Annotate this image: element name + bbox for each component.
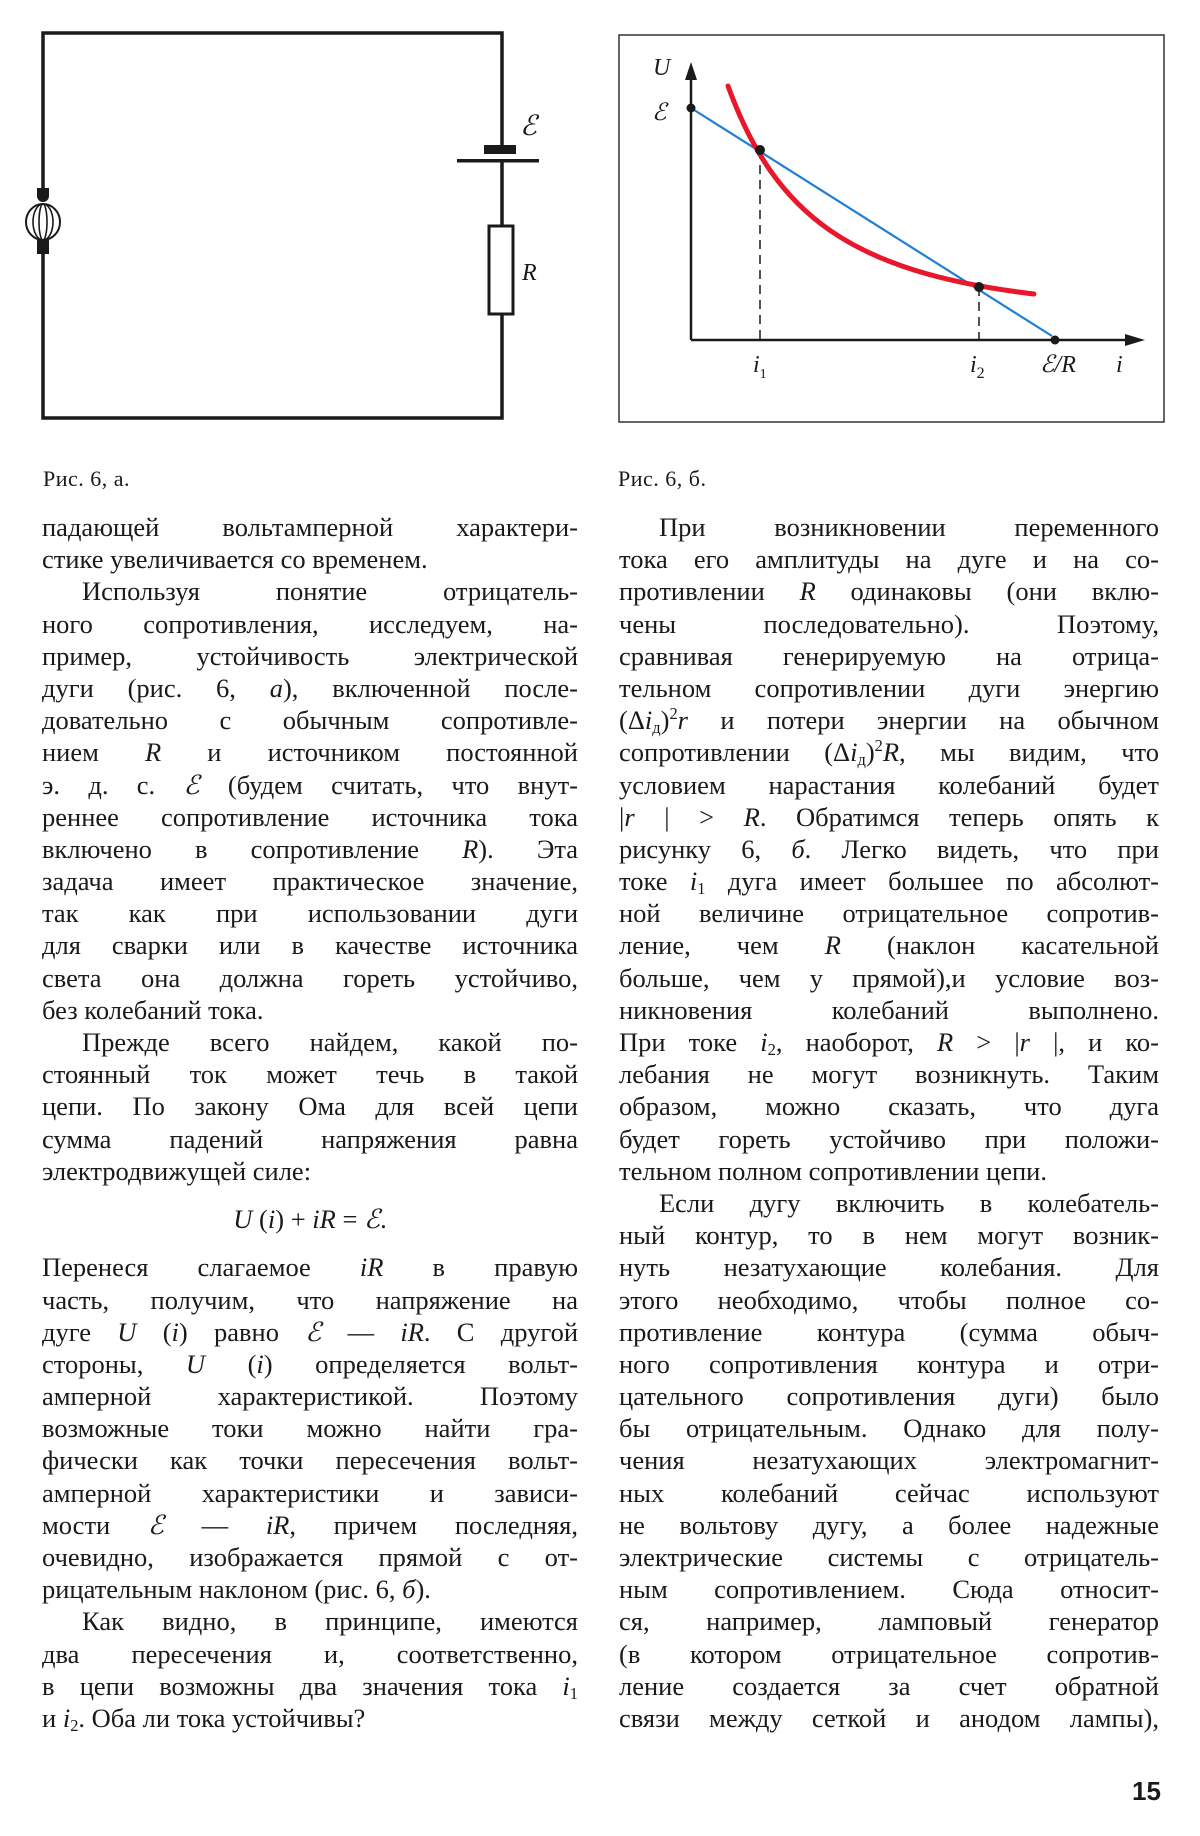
text-run: больше, чем у прямой),и условие воз- bbox=[619, 962, 1159, 993]
text-line bbox=[619, 1348, 1159, 1380]
italic-symbol: R bbox=[882, 737, 900, 768]
paragraph bbox=[619, 511, 1159, 1187]
text-run: . Обратимся теперь опять к bbox=[759, 801, 1159, 832]
text-run: , причем последняя, bbox=[289, 1509, 578, 1540]
text-run: ного сопротивления контура и отри- bbox=[619, 1348, 1159, 1379]
text-run: сопротивлении (Δ bbox=[619, 737, 851, 768]
text-line bbox=[42, 1638, 578, 1670]
text-run: тельном сопротивлении дуги энергию bbox=[619, 672, 1159, 703]
text-run: При токе bbox=[619, 1027, 761, 1057]
text-run: ной величине отрицательное сопротив- bbox=[619, 898, 1159, 929]
text-run: дуга имеет большее по абсолют- bbox=[705, 866, 1159, 897]
y-axis-arrow-icon bbox=[685, 62, 697, 80]
text-run: ного сопротивления, исследуем, на- bbox=[42, 608, 578, 639]
italic-symbol: б bbox=[402, 1574, 416, 1605]
text-line bbox=[42, 801, 578, 833]
text-run: ) определяется вольт- bbox=[263, 1348, 579, 1379]
text-line bbox=[619, 736, 1159, 768]
text-line bbox=[619, 1219, 1159, 1251]
paragraph bbox=[619, 1187, 1159, 1734]
text-run: ) равно bbox=[178, 1316, 306, 1347]
figure-6b-caption: Рис. 6, б. bbox=[618, 466, 707, 491]
text-run: так как при использовании дуги bbox=[42, 898, 578, 929]
text-line bbox=[619, 1187, 1159, 1219]
text-run: лебания не могут возникнуть. Таким bbox=[619, 1059, 1159, 1090]
text-run: Прежде всего найдем, какой по- bbox=[82, 1027, 578, 1057]
paragraph bbox=[42, 1251, 578, 1605]
text-run: часть, получим, что напряжение на bbox=[42, 1284, 578, 1315]
text-line bbox=[42, 1026, 578, 1058]
text-line bbox=[42, 1477, 578, 1509]
italic-symbol: R bbox=[799, 576, 816, 607]
left-text-column bbox=[42, 511, 578, 1734]
text-run: условием нарастания колебаний будет bbox=[619, 769, 1159, 800]
text-line bbox=[42, 1444, 578, 1476]
text-line bbox=[619, 543, 1159, 575]
text-line bbox=[42, 575, 578, 607]
text-run: ( bbox=[205, 1348, 257, 1379]
i2-label: $i_2$ bbox=[970, 352, 985, 382]
text-line bbox=[619, 1284, 1159, 1316]
text-run: сумма падений напряжения равна bbox=[42, 1123, 578, 1154]
text-line bbox=[619, 1638, 1159, 1670]
italic-symbol: б bbox=[791, 833, 805, 864]
italic-symbol: i bbox=[62, 1702, 71, 1733]
text-line bbox=[42, 1605, 578, 1637]
text-run: противлении bbox=[619, 576, 800, 607]
text-run: . С другой bbox=[423, 1316, 579, 1347]
text-run: возможные токи можно найти гра- bbox=[42, 1413, 578, 1444]
text-run: мости bbox=[42, 1509, 148, 1540]
text-line bbox=[42, 1284, 578, 1316]
italic-symbol: i bbox=[760, 1027, 768, 1057]
load-line bbox=[691, 108, 1052, 336]
i1-point bbox=[755, 145, 765, 155]
text-line bbox=[42, 897, 578, 929]
text-run: ) bbox=[660, 705, 670, 736]
text-line bbox=[42, 1123, 578, 1155]
text-line bbox=[42, 1702, 578, 1734]
text-line bbox=[42, 1058, 578, 1090]
formula bbox=[42, 1187, 578, 1251]
italic-symbol: r bbox=[677, 705, 688, 736]
x-axis-arrow-icon bbox=[1125, 334, 1145, 346]
text-line bbox=[42, 1155, 578, 1187]
italic-symbol: i bbox=[644, 705, 653, 736]
text-run: ( bbox=[252, 1203, 268, 1234]
text-line bbox=[42, 608, 578, 640]
intercept-label: ℰ/R bbox=[1040, 352, 1076, 378]
paragraph bbox=[42, 1026, 578, 1187]
text-run: ). bbox=[415, 1574, 431, 1605]
italic-symbol: r bbox=[624, 801, 635, 832]
text-line bbox=[42, 769, 578, 801]
text-run: | > bbox=[634, 801, 744, 832]
text-run: образом, можно сказать, что дуга bbox=[619, 1091, 1159, 1122]
text-run: тельном полном сопротивлении цепи. bbox=[619, 1155, 1047, 1186]
text-run: ). Эта bbox=[478, 833, 578, 864]
text-run: ный контур, то в нем могут возник- bbox=[619, 1220, 1159, 1251]
text-line bbox=[42, 865, 578, 897]
text-run: дуге bbox=[42, 1316, 118, 1347]
text-run: (будем считать, что внут- bbox=[199, 769, 578, 800]
text-run: стороны, bbox=[42, 1348, 186, 1379]
text-run: > | bbox=[953, 1027, 1020, 1057]
text-run: Перенеся слагаемое bbox=[42, 1252, 360, 1283]
text-line bbox=[619, 769, 1159, 801]
text-run: . Оба ли тока устойчивы? bbox=[78, 1702, 366, 1733]
text-run: и источником постоянной bbox=[161, 737, 578, 768]
text-line bbox=[42, 672, 578, 704]
text-run: цепи. По закону Ома для всей цепи bbox=[42, 1091, 578, 1122]
italic-symbol: R bbox=[462, 833, 479, 864]
text-line bbox=[42, 1380, 578, 1412]
figure-6a-caption: Рис. 6, а. bbox=[43, 466, 131, 491]
text-run: э. д. с. bbox=[42, 769, 184, 800]
text-run: цательного сопротивления дуги) было bbox=[619, 1381, 1159, 1412]
text-run: нием bbox=[42, 737, 146, 768]
text-line bbox=[619, 1702, 1159, 1734]
text-line bbox=[42, 1090, 578, 1122]
text-run: сравнивая генерируемую на отрица- bbox=[619, 640, 1159, 671]
i1-label: $i_1$ bbox=[753, 352, 767, 382]
text-run: реннее сопротивление источника тока bbox=[42, 801, 578, 832]
text-run: ление, чем bbox=[619, 930, 825, 961]
text-run: электродвижущей силе: bbox=[42, 1155, 312, 1186]
italic-symbol: R bbox=[145, 737, 162, 768]
text-run: ных колебаний сейчас используют bbox=[619, 1477, 1159, 1508]
i2-point bbox=[974, 282, 984, 292]
subscript: 2 bbox=[70, 1716, 79, 1736]
page-number: 15 bbox=[1132, 1776, 1161, 1806]
axes bbox=[691, 72, 1135, 340]
text-run: ление создается за счет обратной bbox=[619, 1670, 1159, 1701]
text-run: в цепи возможны два значения тока bbox=[42, 1670, 563, 1701]
text-run: никновения колебаний выполнено. bbox=[619, 994, 1159, 1025]
text-line bbox=[619, 608, 1159, 640]
text-line bbox=[619, 1251, 1159, 1283]
text-run: , мы видим, что bbox=[899, 737, 1160, 768]
text-run: (наклон касательной bbox=[840, 930, 1159, 961]
text-line bbox=[619, 962, 1159, 994]
text-line bbox=[42, 1670, 578, 1702]
italic-symbol: ℰ bbox=[305, 1316, 322, 1347]
italic-symbol: i bbox=[171, 1316, 179, 1347]
text-run: (Δ bbox=[619, 705, 645, 736]
text-run: ным сопротивлением. Сюда относит- bbox=[619, 1574, 1159, 1605]
text-run: противление контура (сумма обыч- bbox=[619, 1316, 1159, 1347]
text-line bbox=[619, 672, 1159, 704]
text-line bbox=[619, 1058, 1159, 1090]
figure-6b-graph bbox=[0, 0, 1200, 440]
text-line bbox=[619, 833, 1159, 865]
italic-symbol: R bbox=[743, 801, 760, 832]
graph-frame bbox=[619, 35, 1164, 422]
italic-symbol: i bbox=[256, 1348, 264, 1379]
text-line bbox=[619, 929, 1159, 961]
text-line bbox=[42, 640, 578, 672]
text-line bbox=[619, 1380, 1159, 1412]
text-run: и bbox=[42, 1702, 63, 1733]
text-run: задача имеет практическое значение, bbox=[42, 866, 578, 897]
emf-point bbox=[687, 104, 696, 113]
text-run: включено в сопротивление bbox=[42, 833, 463, 864]
superscript: 2 bbox=[874, 736, 883, 756]
italic-symbol: iR bbox=[265, 1509, 290, 1540]
text-run: два пересечения и, соответственно, bbox=[42, 1638, 578, 1669]
text-run: ) + bbox=[275, 1203, 313, 1234]
paragraph bbox=[42, 575, 578, 1026]
text-run: | bbox=[619, 801, 625, 832]
italic-symbol: r bbox=[1019, 1027, 1030, 1057]
text-line bbox=[619, 1444, 1159, 1476]
text-run: Как видно, в принципе, имеются bbox=[82, 1606, 578, 1637]
x-axis-label: i bbox=[1116, 352, 1123, 378]
text-line bbox=[619, 1316, 1159, 1348]
italic-symbol: а bbox=[269, 672, 283, 703]
text-run: тока его амплитуды на дуге и на со- bbox=[619, 544, 1159, 575]
italic-symbol: i bbox=[267, 1203, 276, 1234]
text-run: токе bbox=[619, 866, 690, 897]
text-line bbox=[42, 1251, 578, 1283]
text-line bbox=[42, 833, 578, 865]
text-line bbox=[619, 640, 1159, 672]
italic-symbol: iR bbox=[400, 1316, 424, 1347]
italic-symbol: U bbox=[117, 1316, 137, 1347]
text-line bbox=[619, 1670, 1159, 1702]
text-run: ся, например, ламповый генератор bbox=[619, 1606, 1159, 1637]
intercept-point bbox=[1051, 336, 1060, 345]
text-run: ) bbox=[865, 737, 875, 768]
text-run: , наоборот, bbox=[775, 1027, 937, 1057]
text-line bbox=[619, 1477, 1159, 1509]
volt-ampere-curve bbox=[728, 86, 1034, 294]
superscript: 2 bbox=[669, 704, 678, 724]
italic-symbol: ℰ bbox=[183, 769, 200, 800]
text-line bbox=[619, 1541, 1159, 1573]
dashed-guides bbox=[760, 150, 979, 340]
text-run: падающей вольтамперной характери- bbox=[42, 512, 578, 542]
text-line bbox=[619, 1573, 1159, 1605]
text-run: света она должна гореть устойчиво, bbox=[42, 962, 578, 993]
text-line bbox=[619, 575, 1159, 607]
text-run: рицательным наклоном (рис. 6, bbox=[42, 1574, 403, 1605]
text-run: рисунку 6, bbox=[619, 833, 792, 864]
text-run: не вольтову дугу, а более надежные bbox=[619, 1509, 1159, 1540]
text-line bbox=[42, 1412, 578, 1444]
italic-symbol: U bbox=[233, 1203, 253, 1234]
text-run: чения незатухающих электромагнит- bbox=[619, 1445, 1159, 1476]
text-line bbox=[619, 1026, 1159, 1058]
y-axis-label: U bbox=[653, 55, 671, 81]
text-line bbox=[42, 704, 578, 736]
text-run: дуги (рис. 6, bbox=[42, 672, 270, 703]
text-run: и потери энергии на обычном bbox=[687, 705, 1159, 736]
text-line bbox=[619, 1509, 1159, 1541]
text-line bbox=[619, 994, 1159, 1026]
text-run: одинаковы (они вклю- bbox=[815, 576, 1159, 607]
text-line bbox=[42, 543, 578, 575]
italic-symbol: U bbox=[185, 1348, 206, 1379]
italic-symbol: i bbox=[689, 866, 698, 897]
subscript: д bbox=[857, 750, 866, 770]
italic-symbol: iR bbox=[312, 1203, 336, 1234]
emf-axis-label: ℰ bbox=[652, 100, 667, 126]
right-text-column bbox=[619, 511, 1159, 1734]
paragraph bbox=[42, 1605, 578, 1734]
text-line bbox=[42, 1316, 578, 1348]
text-line bbox=[42, 962, 578, 994]
text-run: электрические системы с отрицатель- bbox=[619, 1542, 1159, 1572]
paragraph bbox=[42, 511, 578, 575]
text-line bbox=[42, 1348, 578, 1380]
text-run: нуть незатухающие колебания. Для bbox=[619, 1252, 1159, 1283]
subscript: 1 bbox=[569, 1683, 578, 1703]
italic-symbol: R bbox=[936, 1027, 954, 1057]
italic-symbol: R bbox=[824, 930, 841, 961]
text-run: амперной характеристики и зависи- bbox=[42, 1477, 578, 1508]
subscript: 2 bbox=[767, 1040, 776, 1060]
text-line bbox=[42, 1573, 578, 1605]
text-run: связи между сеткой и анодом лампы), bbox=[619, 1702, 1159, 1733]
text-run: бы отрицательным. Однако для полу- bbox=[619, 1413, 1159, 1444]
text-run: чены последовательно). Поэтому, bbox=[619, 608, 1159, 639]
resistor-label: R bbox=[522, 260, 537, 286]
text-line bbox=[619, 865, 1159, 897]
text-line bbox=[42, 1509, 578, 1541]
text-line bbox=[619, 1412, 1159, 1444]
text-run: амперной характеристикой. Поэтому bbox=[42, 1381, 578, 1412]
text-run: ( bbox=[136, 1316, 172, 1347]
italic-symbol: ℰ bbox=[147, 1509, 164, 1540]
text-line bbox=[619, 1123, 1159, 1155]
text-run: для сварки или в качестве источника bbox=[42, 930, 578, 961]
text-line bbox=[619, 1155, 1159, 1187]
text-run: . bbox=[380, 1203, 387, 1234]
text-run: — bbox=[163, 1509, 266, 1540]
text-run: фически как точки пересечения вольт- bbox=[42, 1445, 578, 1476]
text-line bbox=[619, 1090, 1159, 1122]
text-run: без колебаний тока. bbox=[42, 994, 264, 1025]
text-line bbox=[42, 994, 578, 1026]
text-run: Используя понятие отрицатель- bbox=[82, 576, 578, 607]
text-line bbox=[619, 704, 1159, 736]
italic-symbol: i bbox=[562, 1670, 570, 1701]
text-run: = bbox=[335, 1203, 365, 1234]
text-run: ), включенной после- bbox=[282, 672, 578, 703]
text-line bbox=[42, 1541, 578, 1573]
text-run: будет гореть устойчиво при положи- bbox=[619, 1123, 1159, 1154]
text-run: |, и ко- bbox=[1029, 1027, 1160, 1057]
text-run: . Легко видеть, что при bbox=[804, 833, 1159, 864]
text-line bbox=[619, 511, 1159, 543]
subscript: 1 bbox=[697, 879, 706, 899]
text-run: (в котором отрицательное сопротив- bbox=[619, 1638, 1159, 1669]
text-run: этого необходимо, чтобы полное со- bbox=[619, 1284, 1159, 1315]
text-line bbox=[42, 929, 578, 961]
text-line bbox=[42, 511, 578, 543]
text-run: Если дугу включить в колебатель- bbox=[659, 1187, 1159, 1218]
italic-symbol: iR bbox=[359, 1252, 384, 1283]
text-run: пример, устойчивость электрической bbox=[42, 640, 578, 671]
text-run: стоянный ток может течь в такой bbox=[42, 1059, 578, 1090]
subscript: д bbox=[652, 718, 661, 738]
text-run: стике увеличивается со временем. bbox=[42, 544, 428, 575]
text-line bbox=[42, 736, 578, 768]
text-line bbox=[619, 1605, 1159, 1637]
text-run: довательно с обычным сопротивле- bbox=[42, 705, 578, 736]
emf-label: ℰ bbox=[520, 111, 537, 142]
text-run: При возникновении переменного bbox=[659, 512, 1159, 542]
text-run: очевидно, изображается прямой с от- bbox=[42, 1542, 578, 1573]
text-run: в правую bbox=[383, 1252, 578, 1283]
text-run: — bbox=[321, 1316, 401, 1347]
italic-symbol: ℰ bbox=[364, 1203, 381, 1234]
text-line bbox=[619, 897, 1159, 929]
text-line bbox=[619, 801, 1159, 833]
italic-symbol: i bbox=[850, 737, 858, 768]
